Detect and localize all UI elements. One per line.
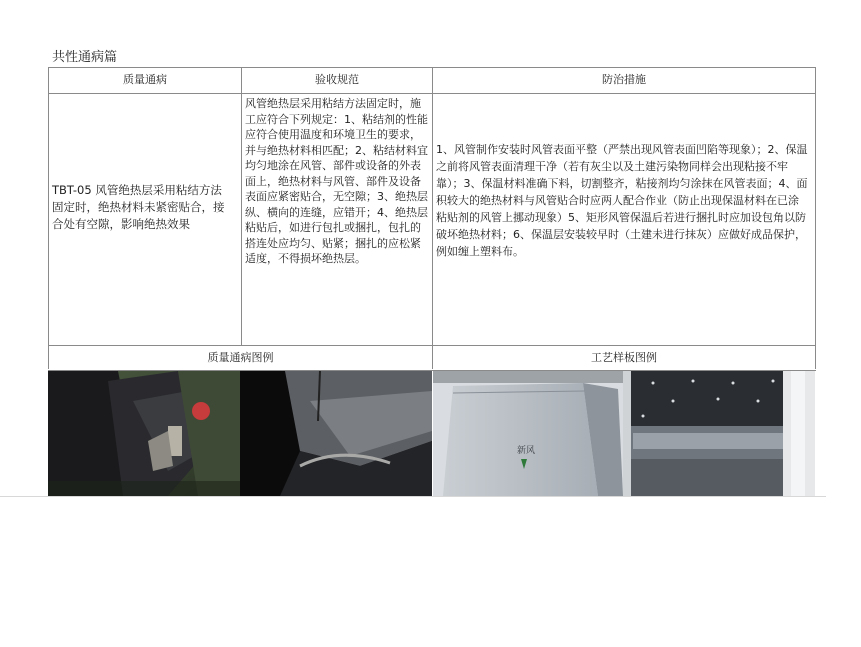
section-title: 共性通病篇 [52,50,118,65]
duct-stencil-label: 新风 [517,446,536,456]
column-divider-2 [432,67,433,369]
prevention-text: 1、风管制作安装时风管表面平整（严禁出现风管表面凹陷等现象）；2、保温之前将风管表面清理干净（若有灰尘以及土建污染物同样会出现粘接不牢靠）；3、保温材料准确下料，切割整齐，粘接剂均匀涂抹在风管表面；4、面积较大的绝热材料与风管贴合时应两人配合作业（防止出现保温材料在已涂粘贴剂的风管上挪动现象）5、矩形风管保温后若进行捆扎时应加设包角以防破坏绝热材料；6、保温层安装较早时（土建未进行抹灰）应做好成品保护，例如缠上塑料布。 [436,143,808,258]
sample-photo-2 [623,371,815,496]
defect-photo-1 [48,371,240,496]
column-divider-1 [241,67,242,345]
sample-photo-1 [433,371,623,496]
image-header-process-samples: 工艺样板图例 [591,351,657,364]
defect-photo-2 [240,371,432,496]
header-acceptance-spec: 验收规范 [315,73,359,86]
page-bottom-rule [0,496,826,497]
acceptance-spec-text: 风管绝热层采用粘结方法固定时，施工应符合下列规定：1、粘结剂的性能应符合使用温度和环境卫生的要求，并与绝热材料相匹配；2、粘结材料宜均匀地涂在风管、部件或设备的外表面上，绝热材料与风管、部件及设备表面应紧密贴合，无空隙；3、绝热层纵、横向的连缝，应错开；4、绝热层粘贴后，如进行包扎或捆扎，包扎的搭连处应均匀、贴紧；捆扎的应松紧适度，不得损坏绝热层。 [245,97,428,265]
header-prevention: 防治措施 [602,73,646,86]
table-border-left [48,67,49,369]
image-header-defect-examples: 质量通病图例 [207,351,274,364]
defect-description: TBT-05 风管绝热层采用粘结方法固定时，绝热材料未紧密贴合，接合处有空隙，影响绝热效果 [52,183,225,231]
table-border-right [815,67,816,369]
header-quality-defect: 质量通病 [123,73,167,86]
